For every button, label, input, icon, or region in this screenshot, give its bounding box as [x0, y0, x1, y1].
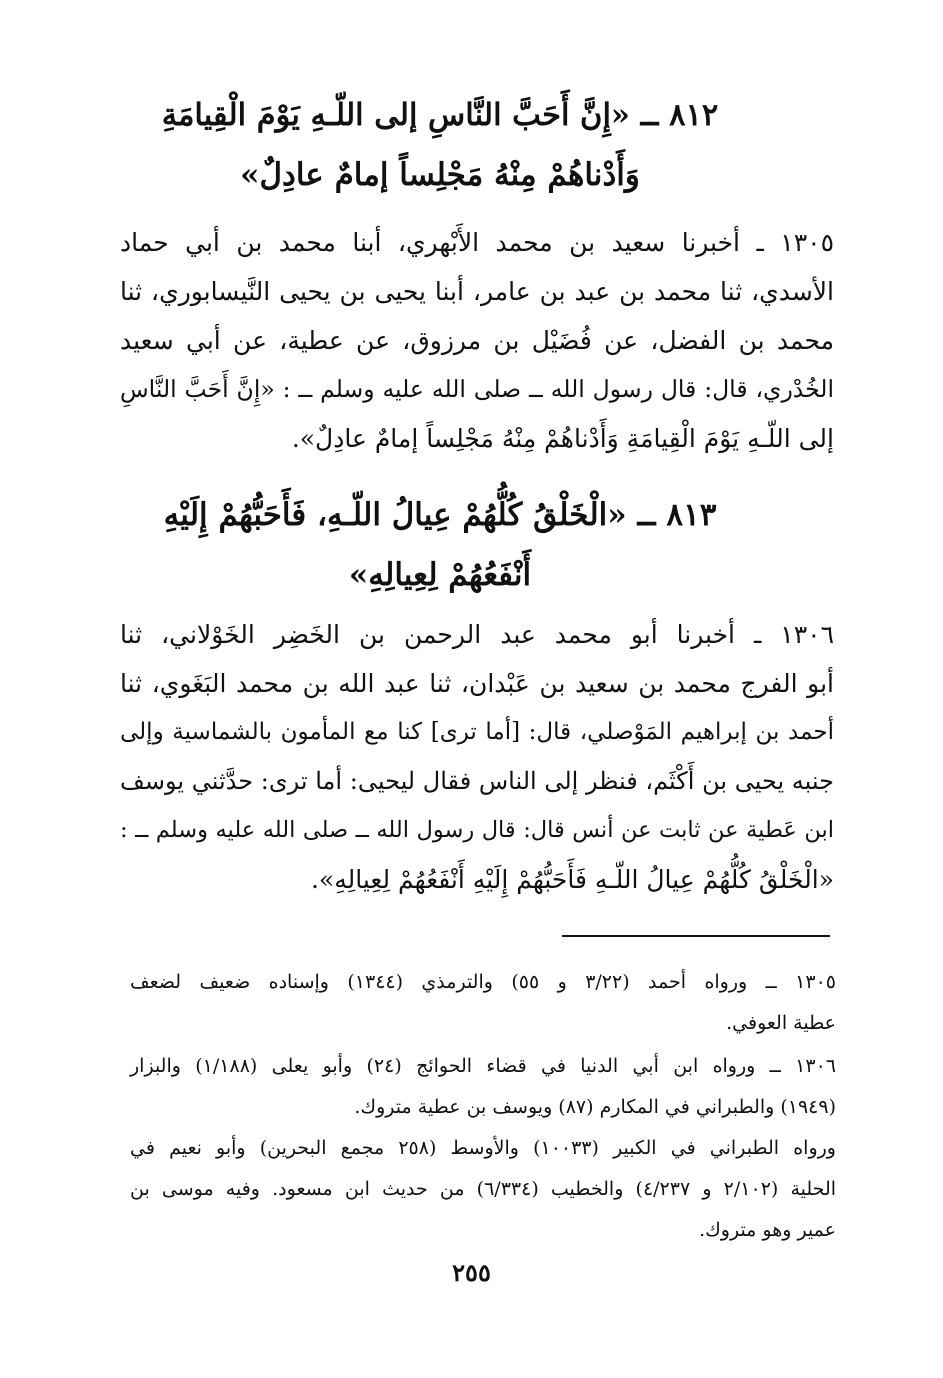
narration-1306-line-2: أبو الفرج محمد بن سعيد بن عَبْدان، ثنا عبد الله بن محمد البَغَوي، ثنا: [120, 669, 834, 698]
footnote-1306: [130, 1046, 836, 1251]
footnote-1306-line-5: عمير وهو متروك.: [699, 1219, 836, 1241]
narration-1306-line-1: ١٣٠٦ ـ أخبرنا أبو محمد عبد الرحمن بن الخَضِر الخَوْلاني، ثنا: [120, 620, 834, 649]
hadith-813-line-2: أَنْفَعُهُمْ لِعِيالِهِ»: [348, 557, 532, 593]
narration-1306-line-5: ابن عَطية عن ثابت عن أنس قال: قال رسول الله ــ صلى الله عليه وسلم ــ :: [120, 817, 834, 843]
hadith-812-line-1: ٨١٢ ــ «إِنَّ أَحَبَّ النَّاسِ إلى اللّـهِ يَوْمَ الْقِيامَةِ: [161, 97, 719, 133]
narration-1305: [120, 218, 834, 463]
hadith-812-heading: [160, 85, 720, 205]
narration-1306-line-6: «الْخَلْقُ كُلُّهُمْ عِيالُ اللّـهِ فَأَحَبُّهُمْ إِلَيْهِ أَنْفَعُهُمْ لِعِيالِهِ».: [310, 865, 834, 894]
footnote-divider: [562, 935, 830, 937]
hadith-813-heading: [160, 485, 720, 605]
narration-1305-line-3: محمد بن الفضل، عن فُضَيْل بن مرزوق، عن عطية، عن أبي سعيد: [120, 326, 834, 355]
footnote-1306-line-1: ١٣٠٦ ــ ورواه ابن أبي الدنيا في قضاء الحوائج (٢٤) وأبو يعلى (١/١٨٨) والبزار: [130, 1055, 836, 1077]
narration-1305-line-5: إلى اللّـهِ يَوْمَ الْقِيامَةِ وَأَدْناهُمْ مِنْهُ مَجْلِساً إمامٌ عادِلٌ».: [291, 424, 834, 453]
narration-1305-line-2: الأسدي، ثنا محمد بن عبد بن عامر، أبنا يحيى بن يحيى النَّيسابوري، ثنا: [120, 277, 834, 306]
footnote-1305-line-1: ١٣٠٥ ــ ورواه أحمد (٣/٢٢ و ٥٥) والترمذي (١٣٤٤) وإسناده ضعيف لضعف: [130, 971, 836, 993]
narration-1305-line-4: الخُدْري، قال: قال رسول الله ــ صلى الله عليه وسلم ــ : «إِنَّ أَحَبَّ النَّاسِ: [120, 375, 834, 403]
narration-1306-line-4: جنبه يحيى بن أَكْثَم، فنظر إلى الناس فقال ليحيى: أما ترى: حدَّثني يوسف: [120, 767, 834, 795]
hadith-812-line-2: وَأَدْناهُمْ مِنْهُ مَجْلِساً إمامٌ عادِلٌ»: [240, 157, 640, 193]
footnote-1305-line-2: عطية العوفي.: [726, 1012, 836, 1034]
narration-1306: [120, 610, 834, 904]
hadith-813-line-1: ٨١٣ ــ «الْخَلْقُ كُلُّهُمْ عِيالُ اللّـهِ، فَأَحَبُّهُمْ إِلَيْهِ: [163, 497, 717, 533]
narration-1305-line-1: ١٣٠٥ ـ أخبرنا سعيد بن محمد الأَبْهري، أبنا محمد بن أبي حماد: [120, 228, 834, 257]
narration-1306-line-3: أحمد بن إبراهيم المَوْصلي، قال: [أما ترى] كنا مع المأمون بالشماسية وإلى: [120, 719, 834, 745]
footnote-1305: [130, 962, 836, 1044]
footnote-1306-line-4: الحلية (٢/١٠٢ و ٤/٢٣٧) والخطيب (٦/٣٣٤) من حديث ابن مسعود. وفيه موسى بن: [130, 1178, 837, 1200]
footnote-1306-line-2: (١٩٤٩) والطبراني في المكارم (٨٧) ويوسف بن عطية متروك.: [354, 1096, 836, 1118]
page-number: ٢٥٥: [452, 1258, 491, 1287]
footnote-1306-line-3: ورواه الطبراني في الكبير (١٠٠٣٣) والأوسط (٢٥٨ مجمع البحرين) وأبو نعيم في: [130, 1137, 836, 1159]
